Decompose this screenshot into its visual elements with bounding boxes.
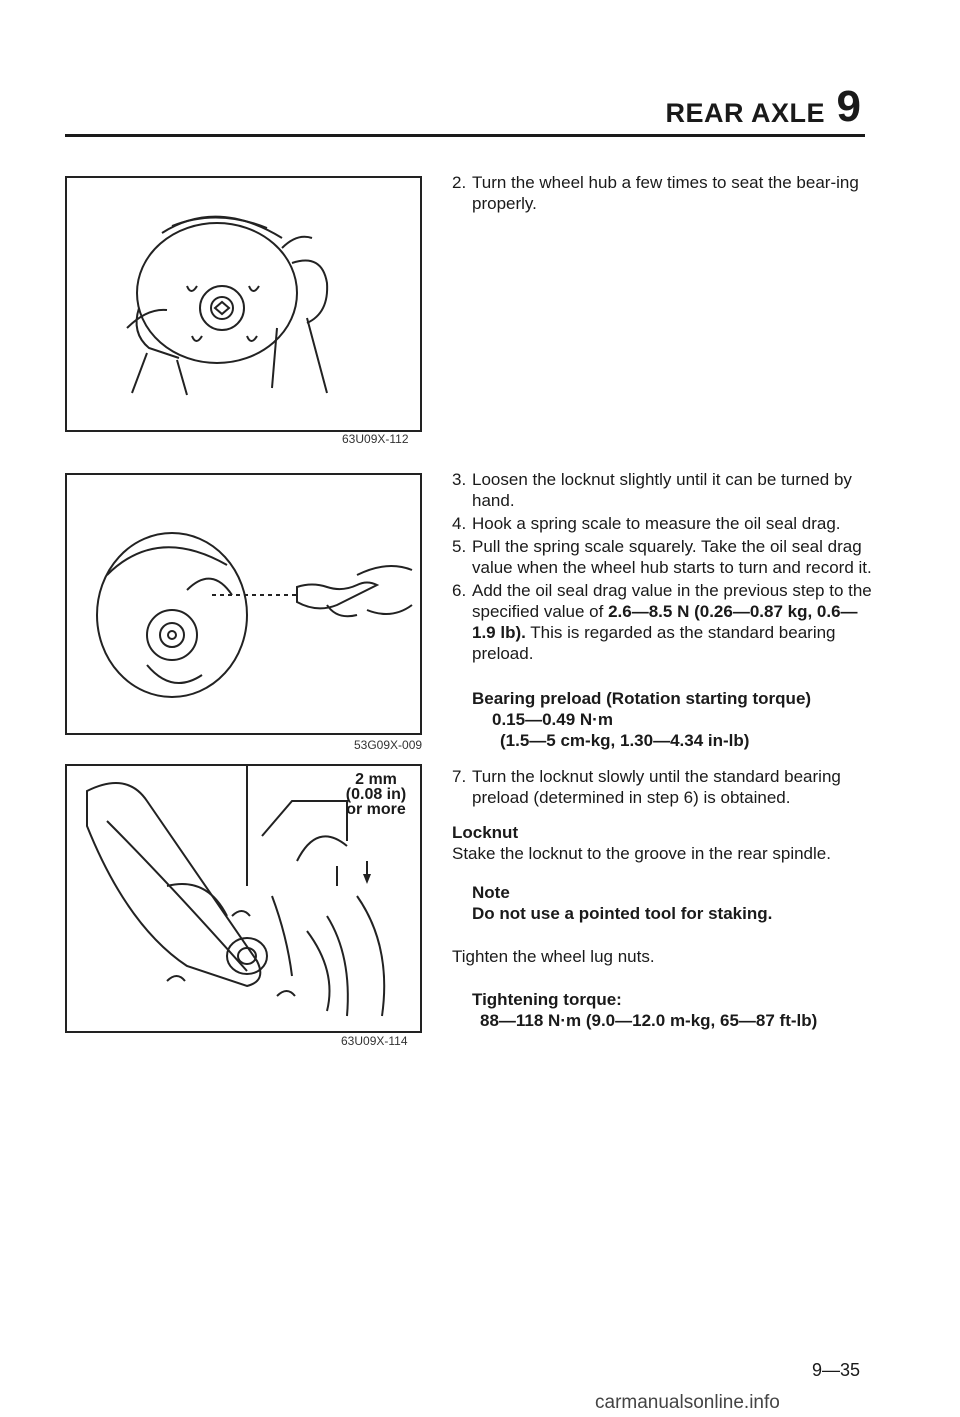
note-text: Do not use a pointed tool for staking.: [472, 904, 773, 923]
preload-spec-title: Bearing preload (Rotation starting torque): [472, 689, 812, 708]
illustration-hub-hands: [67, 178, 420, 430]
step-text: Turn the locknut slowly until the standard bearing preload (determined in step 6) is obtained.: [472, 767, 841, 807]
section-title: REAR AXLE: [665, 98, 825, 128]
text-block-step-2: [452, 172, 872, 216]
watermark: carmanualsonline.info: [595, 1392, 780, 1413]
step-text-a: Add the oil seal drag value in the previous step to the specified value of: [472, 581, 872, 621]
step-3: [452, 469, 872, 511]
step-number: 3.: [452, 470, 467, 489]
lug-nut-text: Tighten the wheel lug nuts.: [452, 947, 655, 966]
callout-gap-label: [341, 772, 411, 817]
step-text-b: This is regarded as the standard bearing preload.: [472, 623, 836, 663]
figure-code-2: 53G09X-009: [354, 738, 423, 752]
step-number: 6.: [452, 581, 467, 600]
figure-code-1: 63U09X-112: [342, 432, 409, 446]
step-number: 5.: [452, 537, 467, 556]
step-2: [452, 172, 872, 214]
step-number: 7.: [452, 767, 467, 786]
step-text: Loosen the locknut slightly until it can be turned by hand.: [472, 470, 852, 510]
torque-spec-line-1: 88—118 N·m (9.0—12.0 m-kg, 65—87 ft-lb): [480, 1011, 818, 1030]
locknut-text: Stake the locknut to the groove in the rear spindle.: [452, 844, 831, 863]
preload-spec-line-1: 0.15—0.49 N·m: [492, 710, 613, 729]
preload-spec-line-2: (1.5—5 cm-kg, 1.30—4.34 in-lb): [500, 731, 750, 750]
figure-code-3: 63U09X-114: [341, 1034, 408, 1048]
step-4: [452, 513, 872, 534]
illustration-spring-scale: [67, 475, 420, 733]
callout-line-1: 2 mm: [355, 771, 397, 788]
step-text: Pull the spring scale squarely. Take the oil seal drag value when the wheel hub starts to turn and record it.: [472, 537, 872, 577]
page-header: [65, 78, 865, 138]
step-text: Hook a spring scale to measure the oil seal drag.: [472, 514, 841, 533]
torque-spec-title: Tightening torque:: [472, 990, 622, 1009]
step-6: [452, 580, 872, 664]
figure-spring-scale: [65, 473, 422, 735]
step-7: [452, 766, 872, 808]
step-spec-value: 2.6—8.5 N (0.26—0.87 kg, 0.6—1.9 lb).: [472, 602, 858, 642]
page-number: 9—35: [812, 1360, 861, 1380]
text-block-steps-3-6: [452, 469, 872, 751]
header-rule: [65, 134, 865, 137]
locknut-heading: Locknut: [452, 823, 519, 842]
callout-line-2: (0.08 in): [345, 786, 407, 803]
section-number: 9: [836, 82, 861, 131]
callout-line-3: or more: [346, 801, 406, 818]
step-number: 4.: [452, 514, 467, 533]
step-5: [452, 536, 872, 578]
figure-wheel-hub-turn: [65, 176, 422, 432]
figure-staking-locknut: [65, 764, 422, 1033]
step-number: 2.: [452, 173, 467, 192]
text-block-step-7: [452, 766, 872, 1031]
note-heading: Note: [472, 883, 510, 902]
step-text: Turn the wheel hub a few times to seat the bear-ing properly.: [472, 173, 859, 213]
